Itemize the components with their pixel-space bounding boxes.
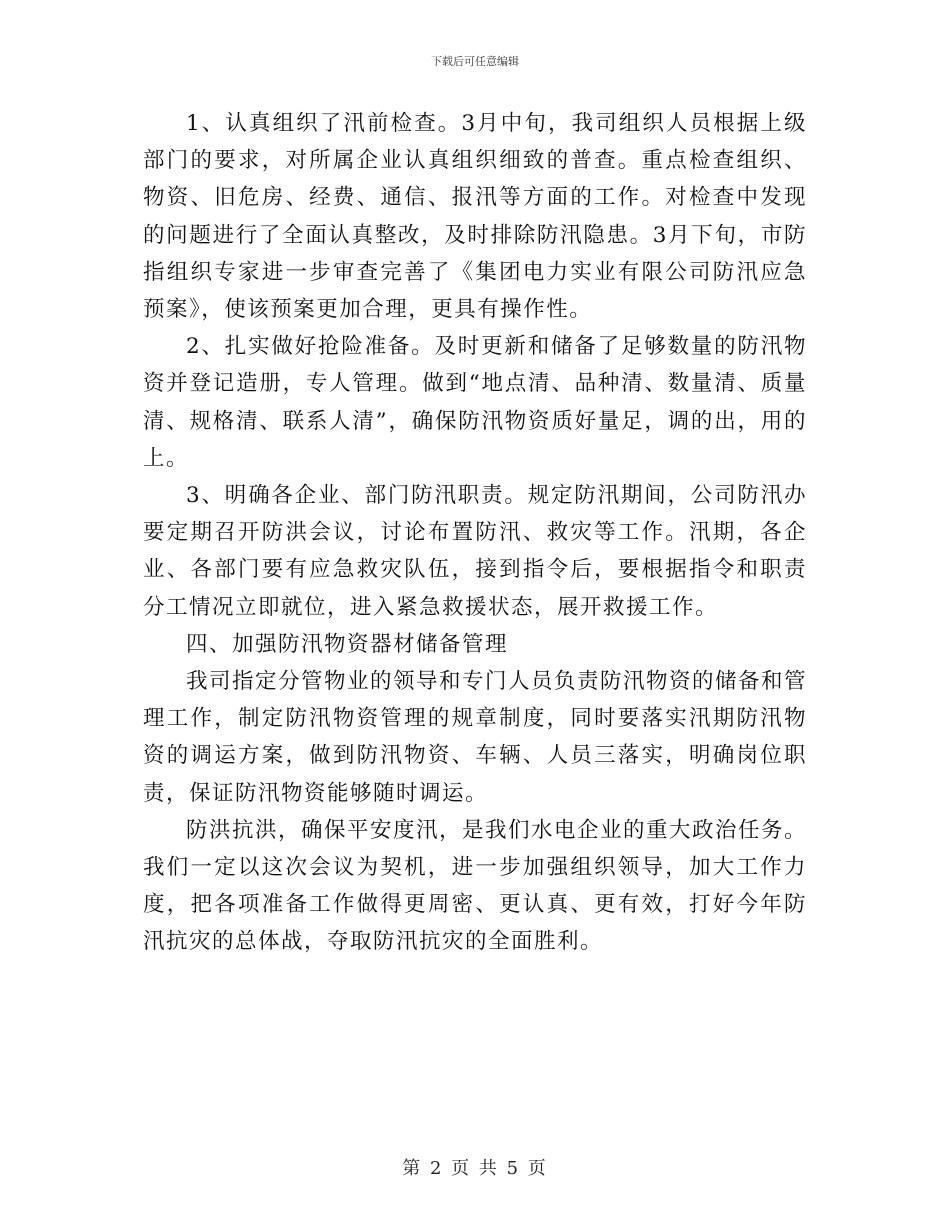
page-number-footer: 第 2 页 共 5 页 <box>402 1158 548 1179</box>
paragraph-pre-flood-inspection: 1、认真组织了汛前检查。3月中旬，我司组织人员根据上级部门的要求，对所属企业认真组织细致的普查。重点检查组织、物资、旧危房、经费、通信、报汛等方面的工作。对检查中发现的问题进行了全面认真整改，及时排除防汛隐患。3月下旬，市防指组织专家进一步审查完善了《集团电力实业有限公司防汛应急预案》，使该预案更加合理，更具有操作性。 <box>143 111 807 323</box>
paragraph-conclusion: 防洪抗洪，确保平安度汛，是我们水电企业的重大政治任务。我们一定以这次会议为契机，进一步加强组织领导，加大工作力度，把各项准备工作做得更周密、更认真、更有效，打好今年防汛抗灾的总体战，夺取防汛抗灾的全面胜利。 <box>143 817 808 955</box>
section-heading-materials-management: 四、加强防汛物资器材储备管理 <box>186 631 509 657</box>
paragraph-materials-management: 我司指定分管物业的领导和专门人员负责防汛物资的储备和管理工作，制定防汛物资管理的规章制度，同时要落实汛期防汛物资的调运方案，做到防汛物资、车辆、人员三落实，明确岗位职责，保证防汛物资能够随时调运。 <box>143 669 808 806</box>
document-body <box>143 105 807 961</box>
paragraph-emergency-preparation: 2、扎实做好抢险准备。及时更新和储备了足够数量的防汛物资并登记造册，专人管理。做到“地点清、品种清、数量清、质量清、规格清、联系人清”，确保防汛物资质好量足，调的出，用的上。 <box>143 334 807 471</box>
page-header: 下载后可任意编辑 <box>431 55 519 68</box>
paragraph-responsibilities: 3、明确各企业、部门防汛职责。规定防汛期间，公司防汛办要定期召开防洪会议，讨论布置防汛、救灾等工作。汛期，各企业、各部门要有应急救灾队伍，接到指令后，要根据指令和职责分工情况立即就位，进入紧急救援状态，展开救援工作。 <box>143 483 807 620</box>
